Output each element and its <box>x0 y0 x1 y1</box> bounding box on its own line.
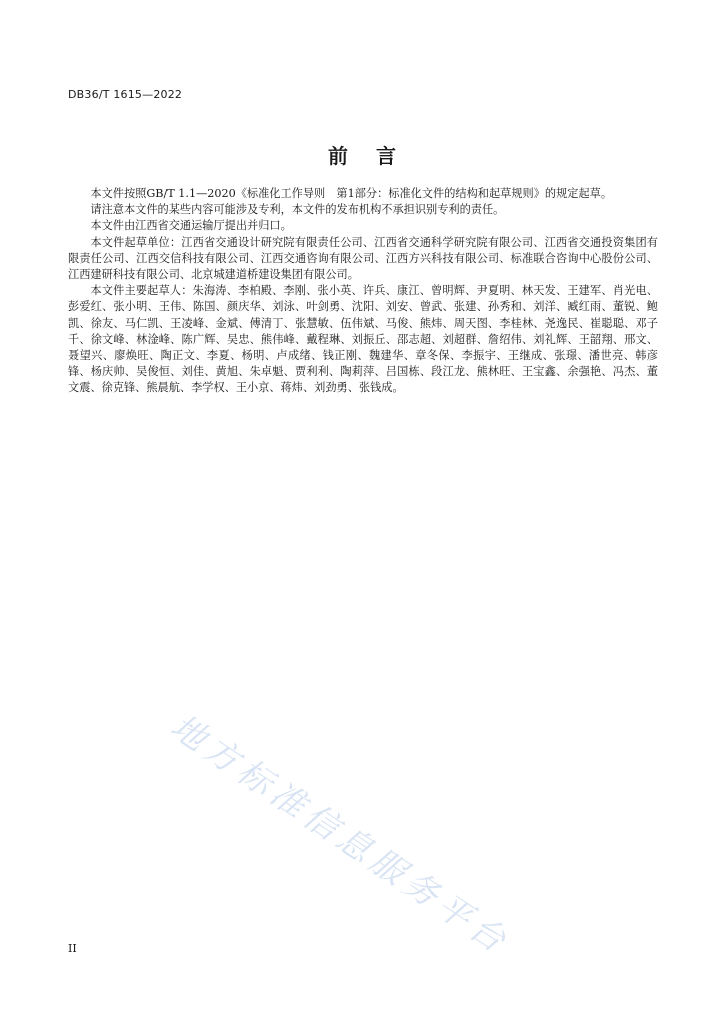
page-number: II <box>68 942 77 955</box>
page-title: 前言 <box>328 144 424 168</box>
paragraph-drafting-units: 本文件起草单位：江西省交通设计研究院有限责任公司、江西省交通科学研究院有限公司、江西省交通投资集团有限责任公司、江西交信科技有限公司、江西交通咨询有限公司、江西方兴科技有限公司、标准联合咨询中心股份公司、江西建研科技有限公司、北京城建道桥建设集团有限公司。 <box>68 235 658 282</box>
document-code: DB36/T 1615—2022 <box>68 88 183 101</box>
paragraph-drafting-rules: 本文件按照GB/T 1.1—2020《标准化工作导则 第1部分：标准化文件的结构和起草规则》的规定起草。 <box>90 187 613 200</box>
watermark-text: 地方标准信息服务平台 <box>163 706 518 964</box>
preface-body <box>68 186 658 397</box>
paragraph-proposer: 本文件由江西省交通运输厅提出并归口。 <box>90 219 292 233</box>
paragraph-patent-notice: 请注意本文件的某些内容可能涉及专利，本文件的发布机构不承担识别专利的责任。 <box>90 203 505 217</box>
paragraph-drafters: 本文件主要起草人：朱海涛、李柏殿、李刚、张小英、许兵、康江、曾明辉、尹夏明、林天发、王建军、肖光电、彭爱红、张小明、王伟、陈国、颜庆华、刘泳、叶剑勇、沈阳、刘安、曾武、张建、孙秀和、刘洋、臧红雨、董锐、鲍凯、徐友、马仁凯、王凌峰、金斌、傅清丁、张慧敏、伍伟斌、马俊、熊炜、周天图、李桂林、尧逸民、崔聪聪、邓子千、徐文峰、林淦峰、陈广辉、吴忠、熊伟峰、戴程琳、刘振丘、邵志超、刘超群、詹绍伟、刘礼辉、王韶翔、邢文、聂望兴、廖焕旺、陶正文、李夏、杨明、卢成绪、钱正刚、魏建华、章冬保、李振宇、王继成、张璟、潘世亮、韩彦锋、杨庆帅、吴俊恒、刘佳、黄旭、朱卓魁、贾利利、陶莉萍、吕国栋、段江龙、熊林旺、王宝鑫、余强艳、冯杰、董文震、徐克锋、熊晨航、李学权、王小京、蒋炜、刘劲勇、张钱成。 <box>68 284 658 395</box>
